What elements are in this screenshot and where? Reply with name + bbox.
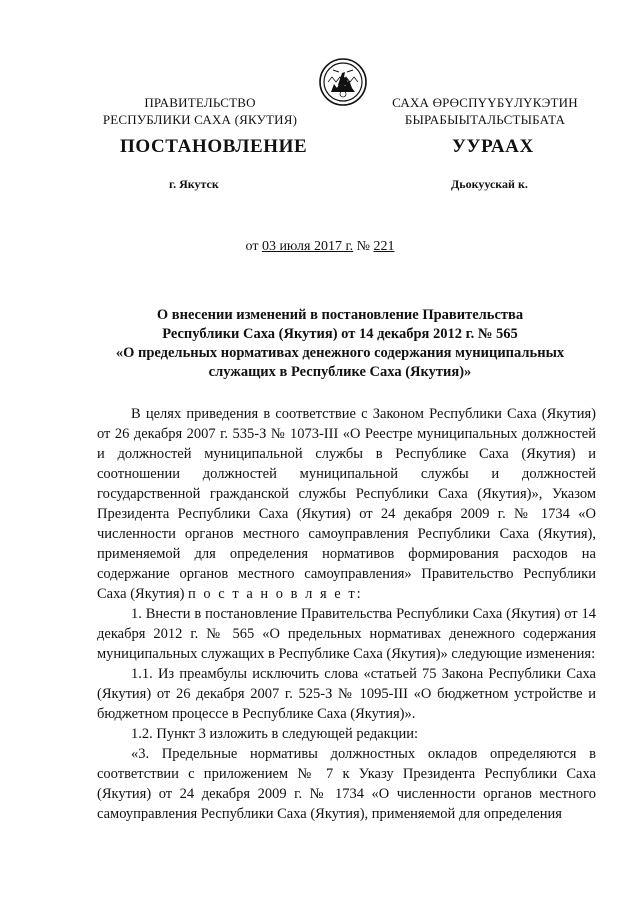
government-name-line2: РЕСПУБЛИКИ САХА (ЯКУТИЯ) (102, 112, 298, 127)
document-body (97, 404, 596, 824)
subject-line-3: «О предельных нормативах денежного содержания муниципальных (115, 345, 565, 361)
document-date: 03 июля 2017 г. (261, 239, 354, 254)
subject-line-2: Республики Саха (Якутия) от 14 декабря 2012 г. № 565 (162, 326, 518, 342)
item-1-1-paragraph: 1.1. Из преамбулы исключить слова «статьей 75 Закона Республики Саха (Якутия) от 26 декабря 2007 г. 525-З № 1095-III «О бюджетном устройстве и бюджетном процессе в Республике Саха (Якутия)». (97, 666, 596, 722)
document-subject (90, 306, 590, 382)
preamble-text: В целях приведения в соответствие с Законом Республики Саха (Якутия) от 26 декабря 2007 г. 535-З № 1073-III «О Реестре муниципальных должностей и должностей муниципальной службы в Республике Саха (Якутия) и соотношении должностей муниципальной службы и должностей государственной гражданской службы Республики Саха (Якутия)», Указом Президента Республики Саха (Якутия) от 24 декабря 2009 г. № 1734 «О численности органов местного самоуправления Республики Саха (Якутия), применяемой для определения нормативов формирования расходов на содержание органов местного самоуправления» Правительство Республики Саха (Якутия) (97, 406, 596, 602)
coat-of-arms-icon (319, 58, 367, 106)
preamble-paragraph (97, 404, 596, 604)
date-number-line (0, 239, 640, 255)
government-name-line1: ПРАВИТЕЛЬСТВО (144, 95, 256, 110)
government-name-yakut-line2: БЫРАБЫЫТАЛЬСТЫБАТА (404, 112, 566, 127)
city-name: г. Якутск (169, 177, 219, 191)
document-type-title-yakut: УУРААХ (452, 136, 534, 157)
subject-line-4: служащих в Республике Саха (Якутия)» (208, 364, 472, 380)
date-prefix: от (245, 239, 259, 254)
document-number: 221 (373, 239, 395, 254)
city-name-yakut: Дьокуускай к. (451, 177, 528, 191)
item-1-paragraph: 1. Внести в постановление Правительства Республики Саха (Якутия) от 14 декабря 2012 г. № 565 «О предельных нормативах денежного содержания муниципальных служащих в Республике Саха (Якутия)» следующие изменения: (97, 606, 596, 662)
item-3-quote-paragraph: «3. Предельные нормативы должностных окладов определяются в соответствии с приложением № 7 к Указу Президента Республики Саха (Якутия) от 24 декабря 2009 г. № 1734 «О численности органов местного самоуправления Республики Саха (Якутия), применяемой для определения (97, 746, 596, 822)
item-1-2-paragraph: 1.2. Пункт 3 изложить в следующей редакции: (131, 726, 419, 742)
government-name-yakut-line1: САХА ӨРӨСПҮҮБҮЛҮКЭТИН (392, 95, 578, 110)
header-right (385, 94, 585, 128)
document-type-title: ПОСТАНОВЛЕНИЕ (120, 136, 308, 157)
decree-word: п о с т а н о в л я е т: (188, 586, 363, 602)
subject-line-1: О внесении изменений в постановление Правительства (156, 307, 524, 323)
number-sign: № (356, 239, 370, 254)
header-left (100, 94, 300, 128)
